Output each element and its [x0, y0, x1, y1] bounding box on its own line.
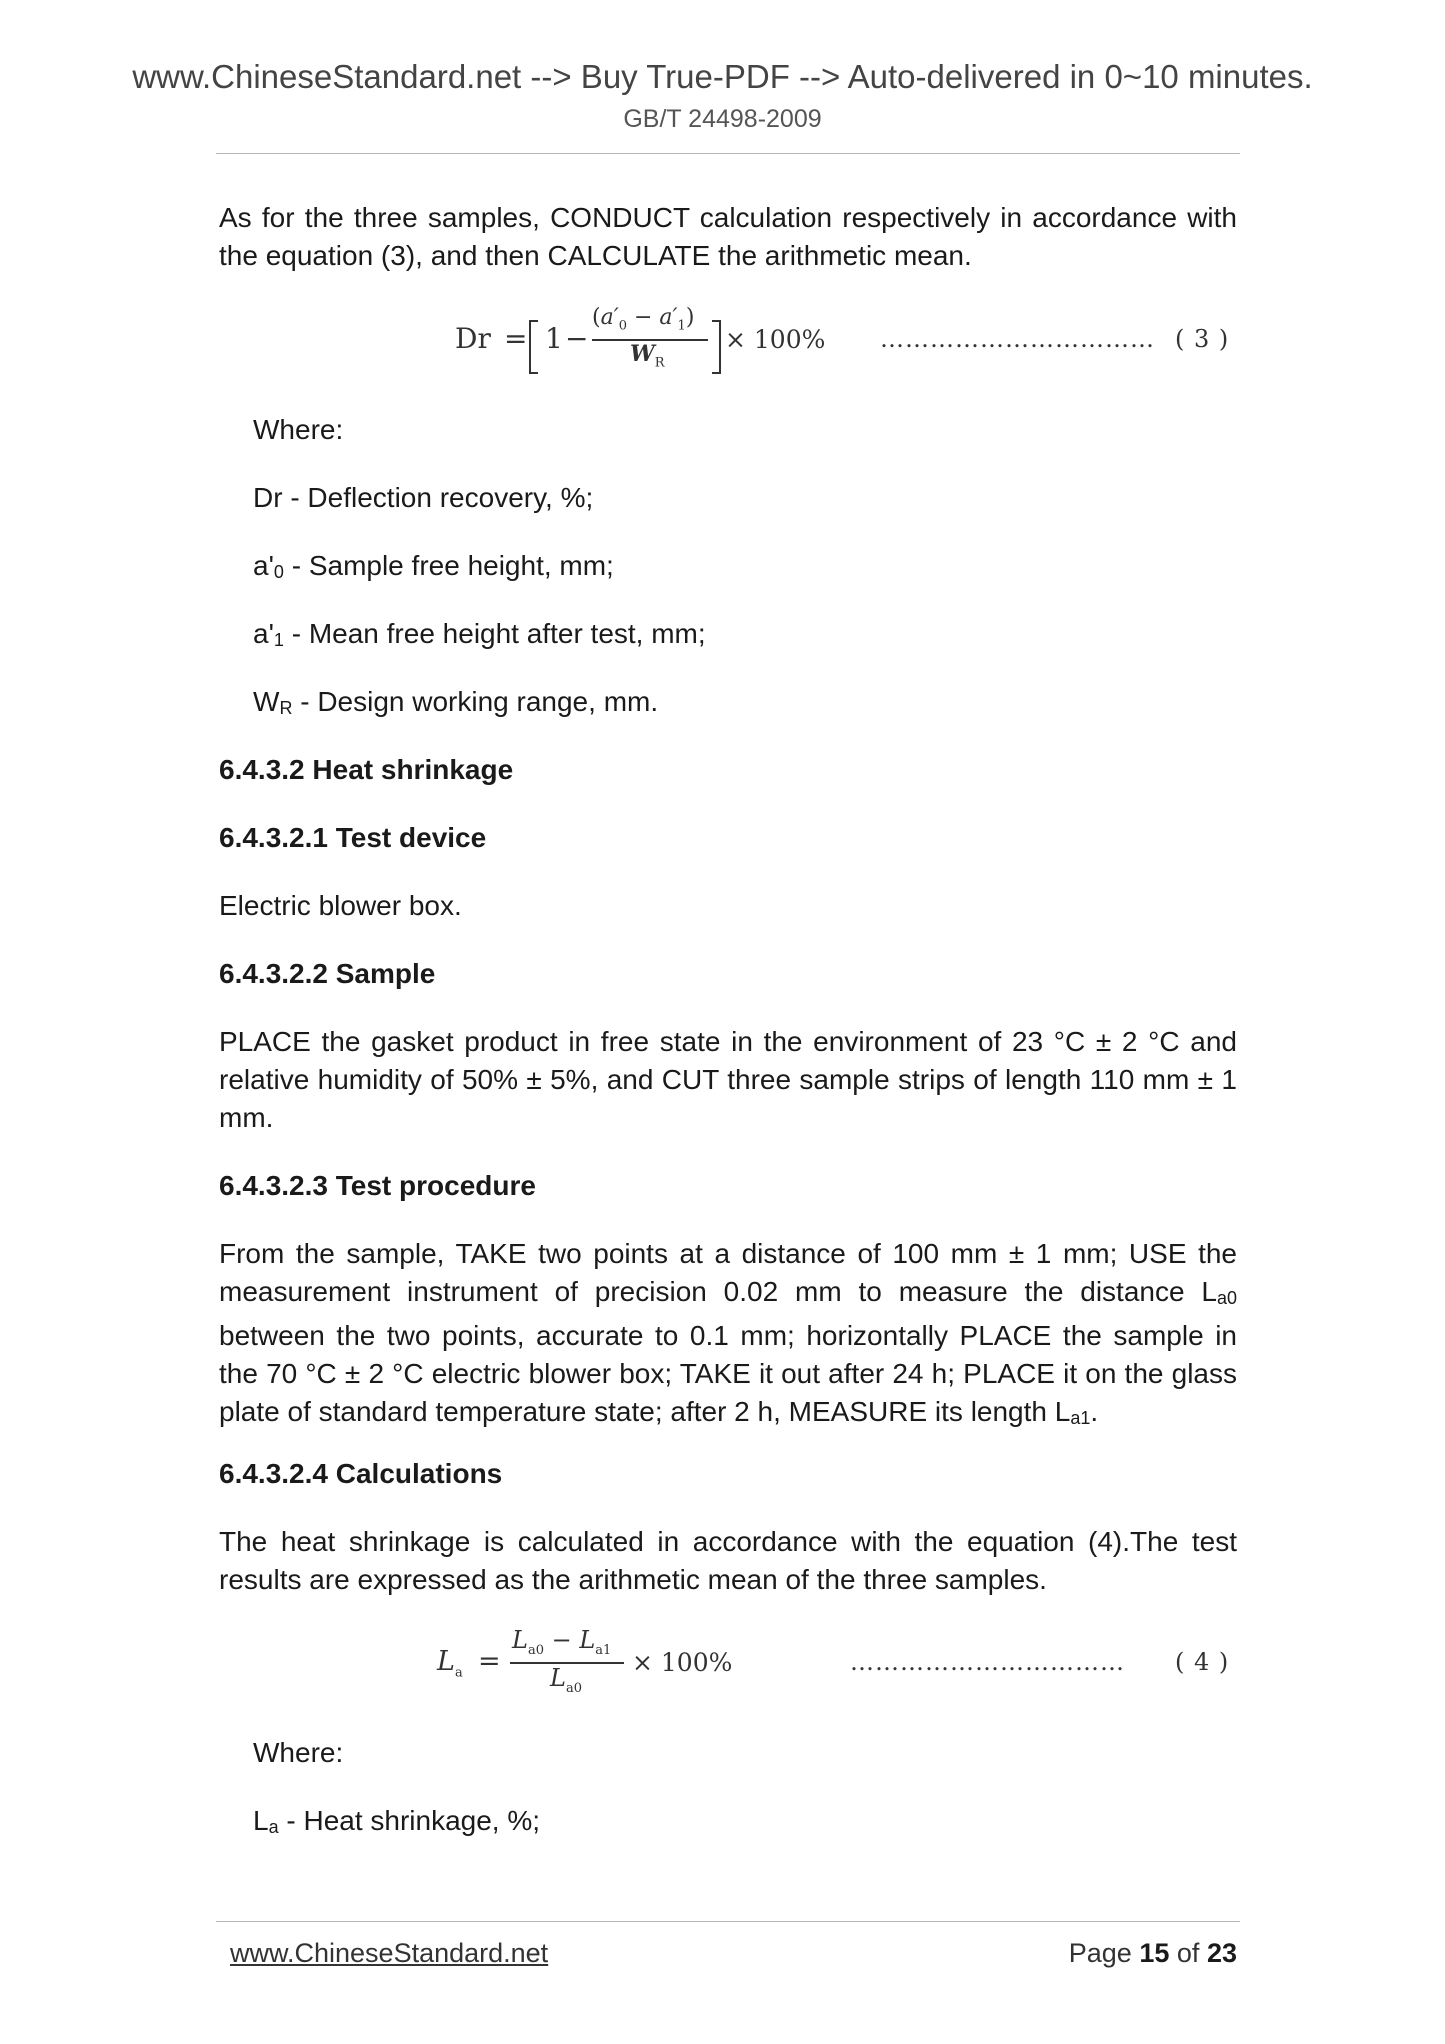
- header-banner[interactable]: www.ChineseStandard.net --> Buy True-PDF --> Auto-delivered in 0~10 minutes.: [132, 58, 1313, 95]
- section-calculations: 6.4.3.2.4 Calculations: [219, 1458, 503, 1489]
- procedure-sub-b: a1: [1070, 1408, 1091, 1428]
- def-symbol: Dr: [253, 482, 283, 513]
- test-procedure-paragraph: [219, 1235, 1237, 1437]
- eq3-one: 1: [545, 322, 563, 355]
- def-wr: [253, 683, 1233, 727]
- eq4-minus: −: [551, 1626, 572, 1654]
- eq4-num2: L: [579, 1626, 596, 1654]
- section-heat-shrinkage: 6.4.3.2 Heat shrinkage: [219, 754, 514, 785]
- procedure-text-a: From the sample, TAKE two points at a distance of 100 mm ± 1 mm; USE the measurement instrument of precision 0.02 mm to measure the distance L: [219, 1238, 1237, 1307]
- eq4-numerator: [512, 1626, 611, 1658]
- eq3-a0-sub: 0: [618, 318, 627, 334]
- eq4-den: L: [550, 1664, 566, 1692]
- def-la: [253, 1802, 1233, 1846]
- eq4-times: × 100%: [632, 1648, 733, 1677]
- page-number: 15: [1139, 1938, 1170, 1968]
- calculations-paragraph: The heat shrinkage is calculated in accordance with the equation (4).The test results are expressed as the arithmetic mean of the three samples.: [219, 1526, 1237, 1595]
- def-symbol: a': [253, 618, 274, 649]
- eq4-equals: =: [478, 1646, 501, 1677]
- procedure-text-b: between the two points, accurate to 0.1 mm; horizontally PLACE the sample in the 70 °C ± 2 °C electric blower box; TAKE it out after 24 h; PLACE it on the glass plate of standard temperature state; after 2 h, MEASURE its length L: [219, 1320, 1237, 1427]
- page-indicator: [1000, 1938, 1237, 1969]
- def-a0: [253, 547, 1233, 591]
- def-text: - Design working range, mm.: [292, 686, 659, 717]
- eq3-a0: a′: [600, 305, 619, 330]
- eq3-den-sub: R: [654, 355, 665, 371]
- def-text: - Deflection recovery, %;: [282, 482, 594, 513]
- eq3-left-bracket: [524, 318, 546, 376]
- intro-paragraph: As for the three samples, CONDUCT calculation respectively in accordance with the equation (3), and then CALCULATE the arithmetic mean.: [219, 202, 1237, 271]
- sample-paragraph: PLACE the gasket product in free state in the environment of 23 °C ± 2 °C and relative humidity of 50% ± 5%, and CUT three sample strips of length 110 mm ± 1 mm.: [219, 1026, 1237, 1133]
- eq4-lhs-sub: a: [454, 1665, 463, 1681]
- def-dr: [253, 479, 1233, 517]
- document-code: GB/T 24498-2009: [623, 105, 822, 133]
- footer-divider: [216, 1921, 1240, 1922]
- eq3-a1-sub: 1: [677, 318, 686, 334]
- eq4-denominator: [550, 1664, 582, 1696]
- test-device-text: Electric blower box.: [219, 890, 462, 921]
- eq4-lhs: [437, 1646, 463, 1680]
- eq3-times: × 100%: [725, 325, 826, 354]
- eq3-number: ( 3 ): [1175, 325, 1230, 353]
- header-divider: [216, 153, 1240, 154]
- def-text: - Heat shrinkage, %;: [278, 1805, 541, 1836]
- section-sample: 6.4.3.2.2 Sample: [219, 958, 436, 989]
- eq3-minus: −: [565, 322, 589, 355]
- footer-site-link[interactable]: www.ChineseStandard.net: [230, 1938, 549, 1968]
- def-subscript: R: [279, 698, 293, 718]
- def-symbol: a': [253, 550, 274, 581]
- procedure-sub-a: a0: [1216, 1288, 1237, 1308]
- where-label-2: Where:: [253, 1737, 344, 1768]
- page-word: Page: [1068, 1938, 1132, 1968]
- def-text: - Mean free height after test, mm;: [283, 618, 706, 649]
- eq4-num1-sub: a0: [527, 1642, 544, 1658]
- eq3-numerator: $(a'_0 - a'_1)$: [592, 305, 695, 334]
- eq4-num1: L: [512, 1626, 528, 1654]
- where-label-1: Where:: [253, 414, 344, 445]
- eq3-denominator: [630, 341, 665, 370]
- section-test-device: 6.4.3.2.1 Test device: [219, 822, 487, 853]
- def-text: - Sample free height, mm;: [283, 550, 614, 581]
- eq4-den-sub: a0: [565, 1680, 582, 1696]
- eq3-den: W: [630, 341, 655, 367]
- def-symbol: L: [253, 1805, 269, 1836]
- def-a1: [253, 615, 1233, 659]
- def-subscript: 1: [273, 630, 284, 650]
- eq4-lhs-symbol: L: [437, 1646, 455, 1677]
- eq3-leader-dots: ……………………………: [880, 325, 1155, 353]
- eq4-num2-sub: a1: [595, 1642, 612, 1658]
- eq4-number: ( 4 ): [1175, 1648, 1230, 1676]
- eq4-leader-dots: ……………………………: [850, 1648, 1125, 1676]
- def-symbol: W: [253, 686, 280, 717]
- section-test-procedure: 6.4.3.2.3 Test procedure: [219, 1170, 536, 1201]
- eq3-lhs: Dr: [455, 322, 491, 355]
- procedure-text-c: .: [1090, 1396, 1099, 1427]
- page-total: 23: [1206, 1938, 1237, 1968]
- of-word: of: [1176, 1938, 1200, 1968]
- eq3-equals: =: [504, 322, 528, 355]
- def-subscript: a: [268, 1817, 279, 1837]
- eq3-a1: a′: [659, 305, 678, 330]
- def-subscript: 0: [273, 562, 284, 582]
